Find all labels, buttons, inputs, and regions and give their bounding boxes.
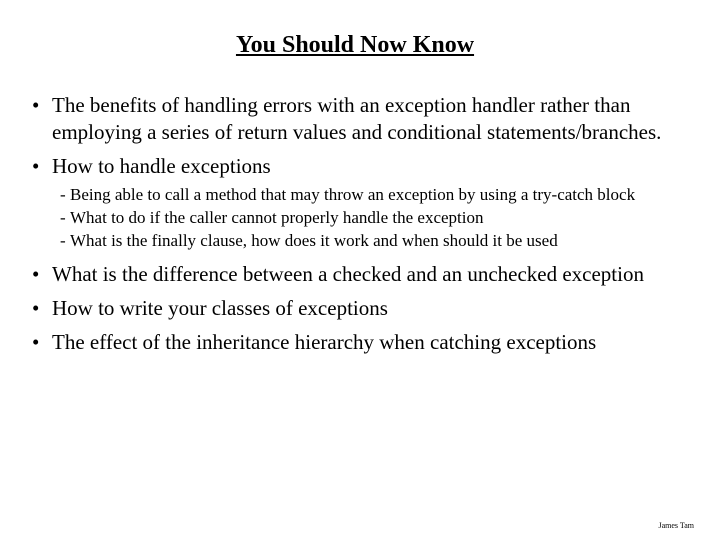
bullet-item [32, 295, 697, 322]
bullet-text: How to write your classes of exceptions [52, 296, 388, 320]
sub-bullet-text: Being able to call a method that may throw an exception by using a try-catch block [70, 185, 636, 204]
bullet-text: How to handle exceptions [52, 154, 271, 178]
bullet-text: What is the difference between a checked and an unchecked exception [52, 262, 644, 286]
sub-bullet-marker: - [60, 185, 66, 204]
bullet-text: The benefits of handling errors with an exception handler rather than employing a series of return values and conditional statements/branches. [52, 93, 662, 144]
author-footer: James Tam [658, 521, 694, 530]
sub-bullet-item [32, 206, 710, 229]
bullet-marker: • [32, 93, 40, 117]
bullet-item [32, 329, 697, 356]
bullet-marker: • [32, 296, 40, 320]
sub-bullet-item [32, 183, 660, 206]
sub-bullet-marker: - [60, 231, 66, 250]
bullet-item [32, 153, 697, 180]
bullet-marker: • [32, 330, 40, 354]
slide-title: You Should Now Know [235, 32, 475, 58]
bullet-marker: • [32, 154, 40, 178]
bullet-marker: • [32, 262, 40, 286]
bullet-item [32, 92, 697, 146]
sub-bullet-text: What to do if the caller cannot properly handle the exception [70, 208, 484, 227]
bullet-text: The effect of the inheritance hierarchy when catching exceptions [52, 330, 597, 354]
bullet-list [32, 92, 697, 356]
sub-bullet-list [32, 183, 697, 252]
sub-bullet-item [32, 229, 710, 252]
sub-bullet-marker: - [60, 208, 66, 227]
sub-bullet-text: What is the finally clause, how does it work and when should it be used [70, 231, 558, 250]
bullet-item [32, 261, 697, 288]
